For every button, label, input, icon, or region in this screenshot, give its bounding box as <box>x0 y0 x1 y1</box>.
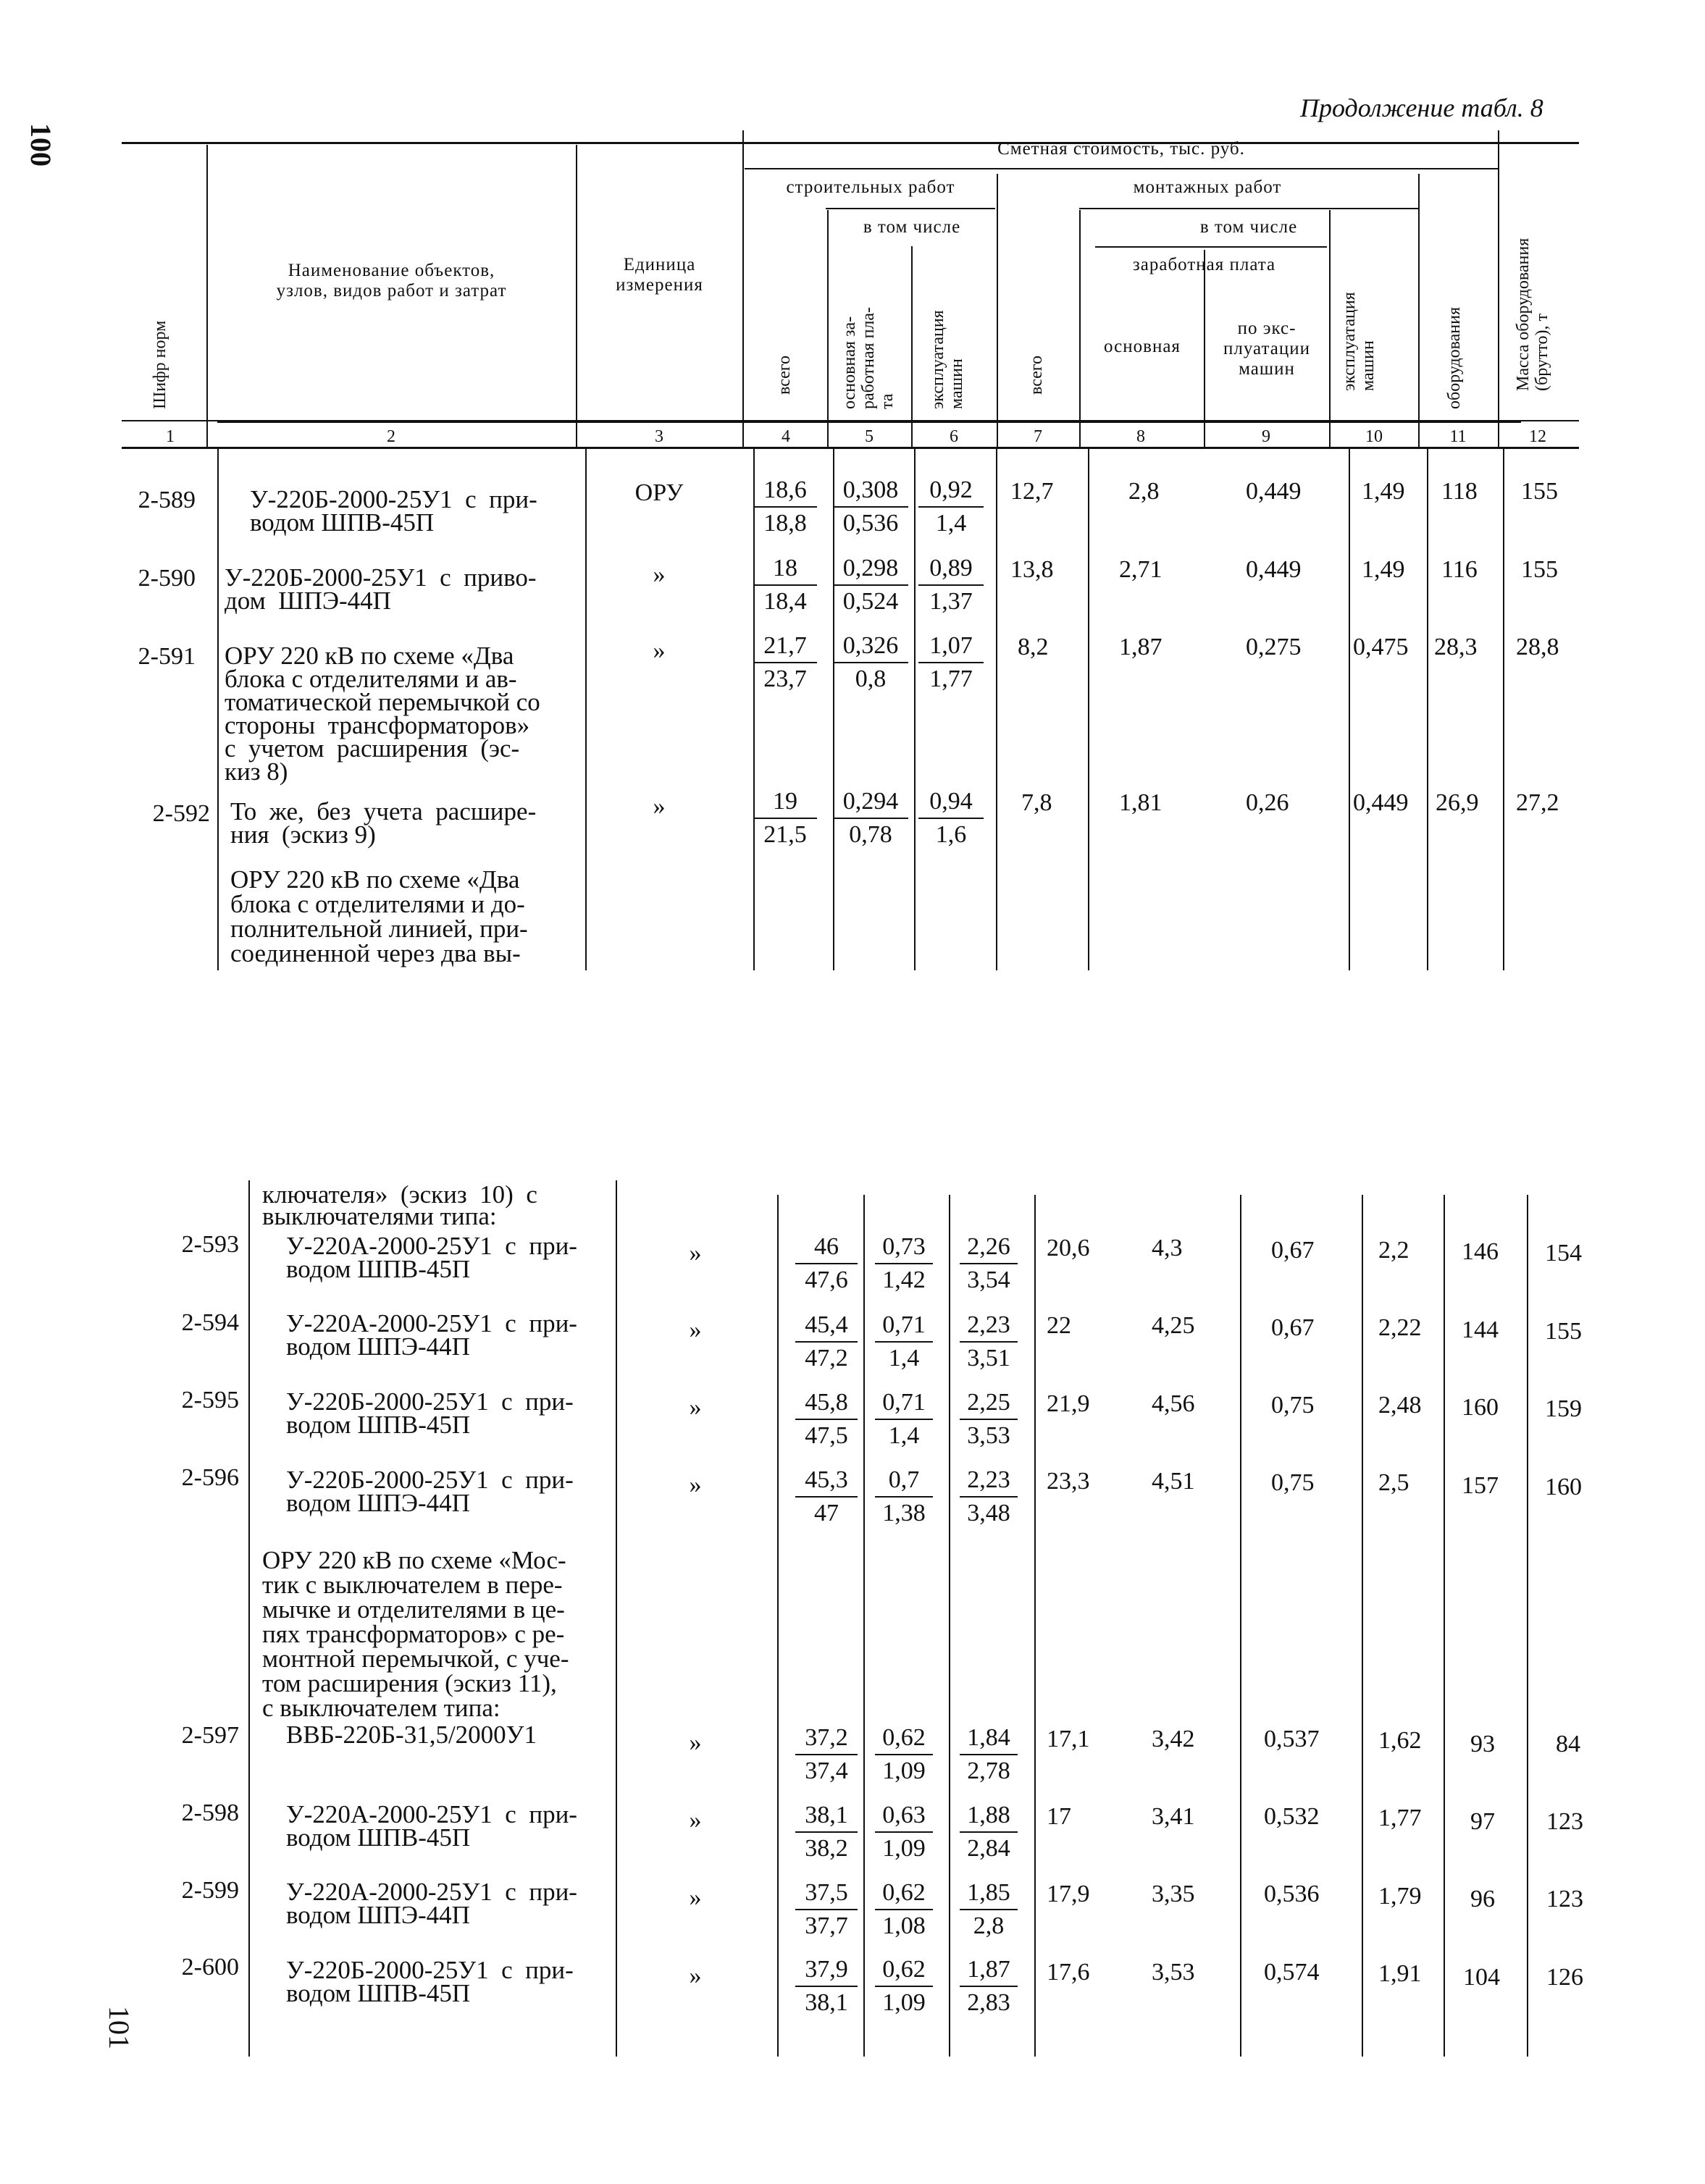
cell-c10: 2,5 <box>1378 1469 1409 1496</box>
cell-c9: 0,449 <box>1246 478 1302 505</box>
cell-c10: 1,79 <box>1378 1883 1422 1910</box>
colnum-2: 2 <box>387 427 395 446</box>
cell-c8: 4,25 <box>1152 1312 1195 1339</box>
cell-c5: $\frac{0,73}{1,42}$ <box>875 1231 933 1296</box>
page-number-top: 100 <box>25 123 57 167</box>
cell-c8: 4,51 <box>1152 1468 1195 1495</box>
cell-c11: 96 <box>1470 1886 1495 1912</box>
cell-c4: $\frac{38,1}{38,2}$ <box>795 1799 858 1865</box>
cell-c4: $\frac{37,9}{38,1}$ <box>795 1954 858 2019</box>
cell-c7: 17,9 <box>1047 1881 1090 1907</box>
cell-c9: 0,275 <box>1246 634 1302 660</box>
cell-c4: $\frac{45,3}{47}$ <box>795 1464 858 1529</box>
row-code: 2-593 <box>181 1231 239 1258</box>
colnum-11: 11 <box>1449 427 1467 446</box>
cell-c10: 2,48 <box>1378 1392 1422 1419</box>
cell-c11: 118 <box>1441 478 1478 505</box>
cell-c12: 154 <box>1545 1240 1582 1267</box>
cell-c11: 160 <box>1462 1394 1499 1421</box>
col10-header: эксплуатация машин <box>1340 292 1378 391</box>
cell-c11: 146 <box>1462 1238 1499 1265</box>
colnum-7: 7 <box>1034 427 1042 446</box>
row-code: 2-589 <box>138 487 196 513</box>
colnum-12: 12 <box>1529 427 1546 446</box>
col9-header: по экс- плуатации машин <box>1223 319 1310 379</box>
cell-c8: 3,53 <box>1152 1959 1195 1986</box>
cell-c4: $\frac{19}{21,5}$ <box>753 786 817 851</box>
colnum-10: 10 <box>1365 427 1383 446</box>
row-code: 2-591 <box>138 643 196 670</box>
cell-c10: 2,22 <box>1378 1314 1422 1341</box>
row-name: ОРУ 220 кВ по схеме «Два блока с отделителями и ав- томатической перемычкой со стороны трансформаторов» с учетом расширения (эс- киз 8) <box>225 642 540 786</box>
row-name: То же, без учета расшире- ния (эскиз 9) <box>230 797 537 849</box>
cell-c5: $\frac{0,62}{1,09}$ <box>875 1722 933 1787</box>
row-unit: » <box>689 1316 702 1343</box>
cell-c8: 2,71 <box>1119 556 1162 583</box>
row-unit: » <box>689 1394 702 1421</box>
cell-c7: 17,1 <box>1047 1726 1090 1752</box>
cell-c8: 2,8 <box>1128 478 1160 505</box>
row-code: 2-590 <box>138 565 196 592</box>
cell-c12: 84 <box>1556 1731 1580 1757</box>
col12-header: Масса оборудования (брутто), т <box>1514 238 1551 391</box>
row-name: У-220Б-2000-25У1 с при- водом ШПВ-45П <box>250 485 537 537</box>
row-code: 2-596 <box>181 1464 239 1491</box>
cell-c11: 93 <box>1470 1731 1495 1757</box>
cell-c11: 26,9 <box>1436 789 1479 816</box>
row-code: 2-595 <box>181 1387 239 1414</box>
including-installation: в том числе <box>1199 217 1298 237</box>
cell-c10: 2,2 <box>1378 1237 1409 1264</box>
cell-c8: 3,35 <box>1152 1881 1195 1907</box>
row-unit: » <box>689 1884 702 1911</box>
cell-c9: 0,75 <box>1271 1392 1315 1419</box>
col7-header: всего <box>1027 355 1046 395</box>
cell-c6: $\frac{2,26}{3,54}$ <box>960 1231 1018 1296</box>
cell-c6: $\frac{1,84}{2,78}$ <box>960 1722 1018 1787</box>
cell-c6: $\frac{0,89}{1,37}$ <box>918 553 984 618</box>
cell-c8: 4,56 <box>1152 1390 1195 1417</box>
cell-c11: 144 <box>1462 1316 1499 1343</box>
row-unit: » <box>689 1471 702 1498</box>
row-name: У-220А-2000-25У1 с при- водом ШПВ-45П <box>286 1232 577 1283</box>
cell-c5: $\frac{0,294}{0,78}$ <box>833 786 908 851</box>
cost-group-header: Сметная стоимость, тыс. руб. <box>997 139 1245 159</box>
colnum-5: 5 <box>865 427 874 446</box>
col4-header: всего <box>775 355 794 395</box>
cell-c8: 3,41 <box>1152 1803 1195 1830</box>
row-name: У-220А-2000-25У1 с при- водом ШПЭ-44П <box>286 1878 577 1929</box>
colnum-4: 4 <box>782 427 790 446</box>
cell-c6: $\frac{1,07}{1,77}$ <box>918 630 984 695</box>
row-name: У-220А-2000-25У1 с при- водом ШПВ-45П <box>286 1800 577 1852</box>
row-unit: » <box>689 1729 702 1756</box>
cell-c10: 0,449 <box>1353 789 1409 816</box>
cell-c12: 155 <box>1545 1318 1582 1345</box>
row-name: У-220Б-2000-25У1 с приво- дом ШПЭ-44П <box>225 563 537 615</box>
row-code: 2-598 <box>181 1799 239 1826</box>
cell-c12: 160 <box>1545 1474 1582 1500</box>
cell-c7: 20,6 <box>1047 1235 1090 1261</box>
cell-c5: $\frac{0,308}{0,536}$ <box>833 474 908 539</box>
cell-c10: 0,475 <box>1353 634 1409 660</box>
cell-c4: $\frac{45,8}{47,5}$ <box>795 1387 858 1452</box>
including-construction: в том числе <box>863 217 961 237</box>
cell-c7: 17 <box>1047 1803 1071 1830</box>
col3-header: Единица измерения <box>616 255 703 295</box>
cell-c8: 3,42 <box>1152 1726 1195 1752</box>
cell-c9: 0,26 <box>1246 789 1289 816</box>
row-code: 2-594 <box>181 1309 239 1336</box>
cell-c4: $\frac{18,6}{18,8}$ <box>753 474 817 539</box>
cell-c8: 1,81 <box>1119 789 1162 816</box>
continuation-label: Продолжение табл. 8 <box>1300 93 1543 122</box>
cell-c10: 1,49 <box>1362 478 1405 505</box>
cell-c6: $\frac{1,87}{2,83}$ <box>960 1954 1018 2019</box>
cell-c12: 155 <box>1521 556 1558 583</box>
cell-c5: $\frac{0,62}{1,09}$ <box>875 1954 933 2019</box>
row-unit: » <box>689 1807 702 1834</box>
row-name: У-220А-2000-25У1 с при- водом ШПЭ-44П <box>286 1309 577 1361</box>
cell-c5: $\frac{0,63}{1,09}$ <box>875 1799 933 1865</box>
cell-c9: 0,574 <box>1264 1959 1320 1986</box>
cell-c12: 123 <box>1546 1886 1583 1912</box>
cell-c9: 0,449 <box>1246 556 1302 583</box>
cell-c6: $\frac{2,25}{3,53}$ <box>960 1387 1018 1452</box>
cell-c5: $\frac{0,298}{0,524}$ <box>833 553 908 618</box>
cell-c6: $\frac{2,23}{3,51}$ <box>960 1309 1018 1374</box>
row-unit: » <box>689 1240 702 1267</box>
row-code: 2-597 <box>181 1722 239 1749</box>
cell-c7: 21,9 <box>1047 1390 1090 1417</box>
cell-c5: $\frac{0,62}{1,08}$ <box>875 1877 933 1942</box>
top-trailing-text: ОРУ 220 кВ по схеме «Два блока с отделителями и до- полнительной линией, при- соединенной через два вы- <box>230 865 528 967</box>
cell-c7: 23,3 <box>1047 1468 1090 1495</box>
cell-c9: 0,536 <box>1264 1881 1320 1907</box>
page-number-bottom: 101 <box>103 2006 135 2049</box>
cell-c10: 1,62 <box>1378 1727 1422 1754</box>
cell-c7: 8,2 <box>1018 634 1049 660</box>
row-name: У-220Б-2000-25У1 с при- водом ШПВ-45П <box>286 1956 574 2007</box>
colnum-9: 9 <box>1262 427 1270 446</box>
cell-c9: 0,532 <box>1264 1803 1320 1830</box>
row-name: У-220Б-2000-25У1 с при- водом ШПЭ-44П <box>286 1466 574 1517</box>
row-unit: » <box>653 561 666 588</box>
row-name: ВВБ-220Б-31,5/2000У1 <box>286 1721 537 1749</box>
cell-c4: $\frac{46}{47,6}$ <box>795 1231 858 1296</box>
cell-c5: $\frac{0,7}{1,38}$ <box>875 1464 933 1529</box>
col6-header: эксплуатация машин <box>929 310 966 409</box>
cell-c7: 7,8 <box>1021 789 1052 816</box>
cell-c12: 126 <box>1546 1964 1583 1991</box>
cell-c7: 22 <box>1047 1312 1071 1339</box>
cell-c11: 97 <box>1470 1808 1495 1835</box>
colnum-6: 6 <box>950 427 958 446</box>
bottom-mid-text: ОРУ 220 кВ по схеме «Мос- тик с выключателем в пере- мычке и отделителями в це- пях трансформаторов» с ре- монтной перемычкой, с уче- том расширения (эскиз 11), с выключателем типа: <box>262 1546 569 1722</box>
cell-c12: 159 <box>1545 1395 1582 1422</box>
cell-c7: 12,7 <box>1010 478 1054 505</box>
cell-c5: $\frac{0,326}{0,8}$ <box>833 630 908 695</box>
colnum-3: 3 <box>655 427 663 446</box>
bottom-intro-text: ключателя» (эскиз 10) с выключателями типа: <box>262 1180 537 1230</box>
row-unit: » <box>653 793 666 820</box>
cell-c12: 27,2 <box>1516 789 1559 816</box>
cell-c4: $\frac{45,4}{47,2}$ <box>795 1309 858 1374</box>
row-unit: » <box>689 1962 702 1989</box>
cell-c12: 28,8 <box>1516 634 1559 660</box>
col1-header: Шифр норм <box>151 320 169 409</box>
cell-c6: $\frac{0,92}{1,4}$ <box>918 474 984 539</box>
cell-c11: 104 <box>1463 1964 1500 1991</box>
cell-c6: $\frac{2,23}{3,48}$ <box>960 1464 1018 1529</box>
cell-c12: 123 <box>1546 1808 1583 1835</box>
row-code: 2-600 <box>181 1954 239 1981</box>
row-unit: » <box>653 637 666 664</box>
wages-header: заработная плата <box>1132 255 1276 274</box>
col2-header: Наименование объектов, узлов, видов работ и затрат <box>276 261 507 301</box>
cell-c4: $\frac{37,2}{37,4}$ <box>795 1722 858 1787</box>
col8-header: основная <box>1104 337 1181 356</box>
cell-c9: 0,537 <box>1264 1726 1320 1752</box>
row-name: У-220Б-2000-25У1 с при- водом ШПВ-45П <box>286 1387 574 1439</box>
cell-c9: 0,67 <box>1271 1314 1315 1341</box>
cell-c4: $\frac{37,5}{37,7}$ <box>795 1877 858 1942</box>
cell-c9: 0,75 <box>1271 1469 1315 1496</box>
cell-c4: $\frac{18}{18,4}$ <box>753 553 817 618</box>
cell-c6: $\frac{1,88}{2,84}$ <box>960 1799 1018 1865</box>
cell-c6: $\frac{0,94}{1,6}$ <box>918 786 984 851</box>
cell-c7: 13,8 <box>1010 556 1054 583</box>
cell-c11: 116 <box>1441 556 1478 583</box>
colnum-1: 1 <box>166 427 175 446</box>
cell-c6: $\frac{1,85}{2,8}$ <box>960 1877 1018 1942</box>
cell-c5: $\frac{0,71}{1,4}$ <box>875 1387 933 1452</box>
installation-header: монтажных работ <box>1133 177 1282 197</box>
row-code: 2-599 <box>181 1877 239 1904</box>
row-code: 2-592 <box>152 800 210 827</box>
cell-c10: 1,77 <box>1378 1805 1422 1831</box>
construction-header: строительных работ <box>786 177 955 197</box>
row-unit: ОРУ <box>634 479 684 506</box>
cell-c10: 1,91 <box>1378 1960 1422 1987</box>
col11-header: оборудования <box>1445 307 1464 409</box>
cell-c5: $\frac{0,71}{1,4}$ <box>875 1309 933 1374</box>
col5-header: основная за- работная пла- та <box>840 306 897 409</box>
cell-c8: 4,3 <box>1152 1235 1183 1261</box>
colnum-8: 8 <box>1136 427 1145 446</box>
cell-c8: 1,87 <box>1119 634 1162 660</box>
cell-c11: 157 <box>1462 1472 1499 1499</box>
cell-c10: 1,49 <box>1362 556 1405 583</box>
cell-c12: 155 <box>1521 478 1558 505</box>
cell-c11: 28,3 <box>1434 634 1478 660</box>
cell-c7: 17,6 <box>1047 1959 1090 1986</box>
cell-c9: 0,67 <box>1271 1237 1315 1264</box>
cell-c4: $\frac{21,7}{23,7}$ <box>753 630 817 695</box>
